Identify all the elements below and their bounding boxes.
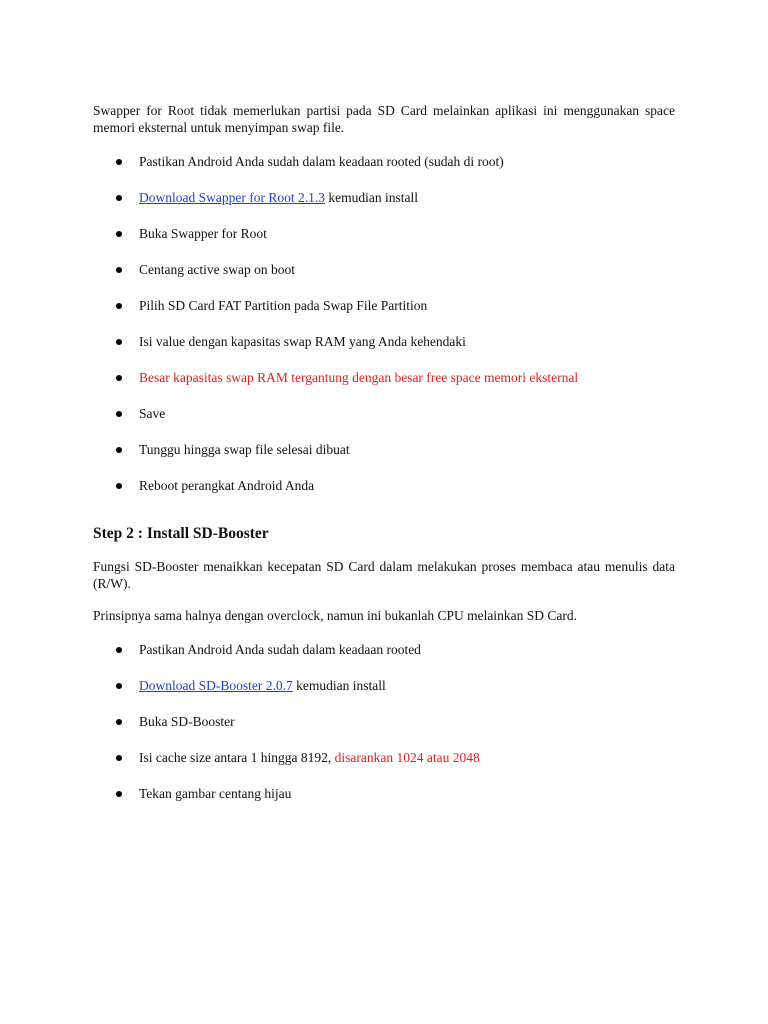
recommended-value-text: disarankan 1024 atau 2048 xyxy=(334,750,480,765)
list-item xyxy=(93,261,675,297)
list-item-text: kemudian install xyxy=(292,678,386,693)
list-item xyxy=(93,749,675,785)
list-item xyxy=(93,333,675,369)
warning-text: Besar kapasitas swap RAM tergantung dengan besar free space memori eksternal xyxy=(139,370,579,385)
list-item-text: Tunggu hingga swap file selesai dibuat xyxy=(139,442,350,457)
list-item xyxy=(93,405,675,441)
bullet-icon xyxy=(116,375,122,381)
list-item-text: kemudian install xyxy=(324,190,418,205)
swapper-steps-list xyxy=(93,153,675,513)
list-item-text: Centang active swap on boot xyxy=(139,262,295,277)
bullet-icon xyxy=(116,411,122,417)
download-swapper-link[interactable]: Download Swapper for Root 2.1.3 xyxy=(139,190,325,205)
list-item-text: Isi value dengan kapasitas swap RAM yang Anda kehendaki xyxy=(139,334,466,349)
bullet-icon xyxy=(116,231,122,237)
bullet-icon xyxy=(116,719,122,725)
list-item xyxy=(93,677,675,713)
list-item xyxy=(93,785,675,821)
list-item-text: Isi cache size antara 1 hingga 8192, xyxy=(139,750,335,765)
list-item xyxy=(93,153,675,189)
list-item-text: Pilih SD Card FAT Partition pada Swap File Partition xyxy=(139,298,428,313)
bullet-icon xyxy=(116,647,122,653)
list-item-text: Pastikan Android Anda sudah dalam keadaan rooted xyxy=(139,642,421,657)
list-item-text: Save xyxy=(139,406,166,421)
bullet-icon xyxy=(116,267,122,273)
section-heading: Step 2 : Install SD-Booster xyxy=(93,525,269,542)
list-item-text: Pastikan Android Anda sudah dalam keadaan rooted (sudah di root) xyxy=(139,154,504,169)
list-item xyxy=(93,713,675,749)
list-item xyxy=(93,297,675,333)
list-item xyxy=(93,441,675,477)
list-item xyxy=(93,641,675,677)
sd-booster-steps-list xyxy=(93,641,675,821)
list-item xyxy=(93,189,675,225)
bullet-icon xyxy=(116,159,122,165)
list-item xyxy=(93,477,675,513)
list-item-text: Buka SD-Booster xyxy=(139,714,235,729)
list-item-text: Tekan gambar centang hijau xyxy=(139,786,292,801)
list-item xyxy=(93,369,675,405)
bullet-icon xyxy=(116,303,122,309)
bullet-icon xyxy=(116,339,122,345)
document-page xyxy=(93,102,675,821)
bullet-icon xyxy=(116,483,122,489)
bullet-icon xyxy=(116,447,122,453)
download-sd-booster-link[interactable]: Download SD-Booster 2.0.7 xyxy=(139,678,293,693)
list-item-text: Reboot perangkat Android Anda xyxy=(139,478,315,493)
principle-paragraph: Prinsipnya sama halnya dengan overclock, namun ini bukanlah CPU melainkan SD Card. xyxy=(93,608,578,623)
list-item-text: Buka Swapper for Root xyxy=(139,226,267,241)
bullet-icon xyxy=(116,683,122,689)
bullet-icon xyxy=(116,791,122,797)
list-item xyxy=(93,225,675,261)
bullet-icon xyxy=(116,755,122,761)
intro-paragraph: Swapper for Root tidak memerlukan partisi pada SD Card melainkan aplikasi ini menggunakan space memori eksternal untuk menyimpan swap file. xyxy=(93,103,675,135)
sd-booster-description: Fungsi SD-Booster menaikkan kecepatan SD Card dalam melakukan proses membaca atau menulis data (R/W). xyxy=(93,559,675,591)
bullet-icon xyxy=(116,195,122,201)
